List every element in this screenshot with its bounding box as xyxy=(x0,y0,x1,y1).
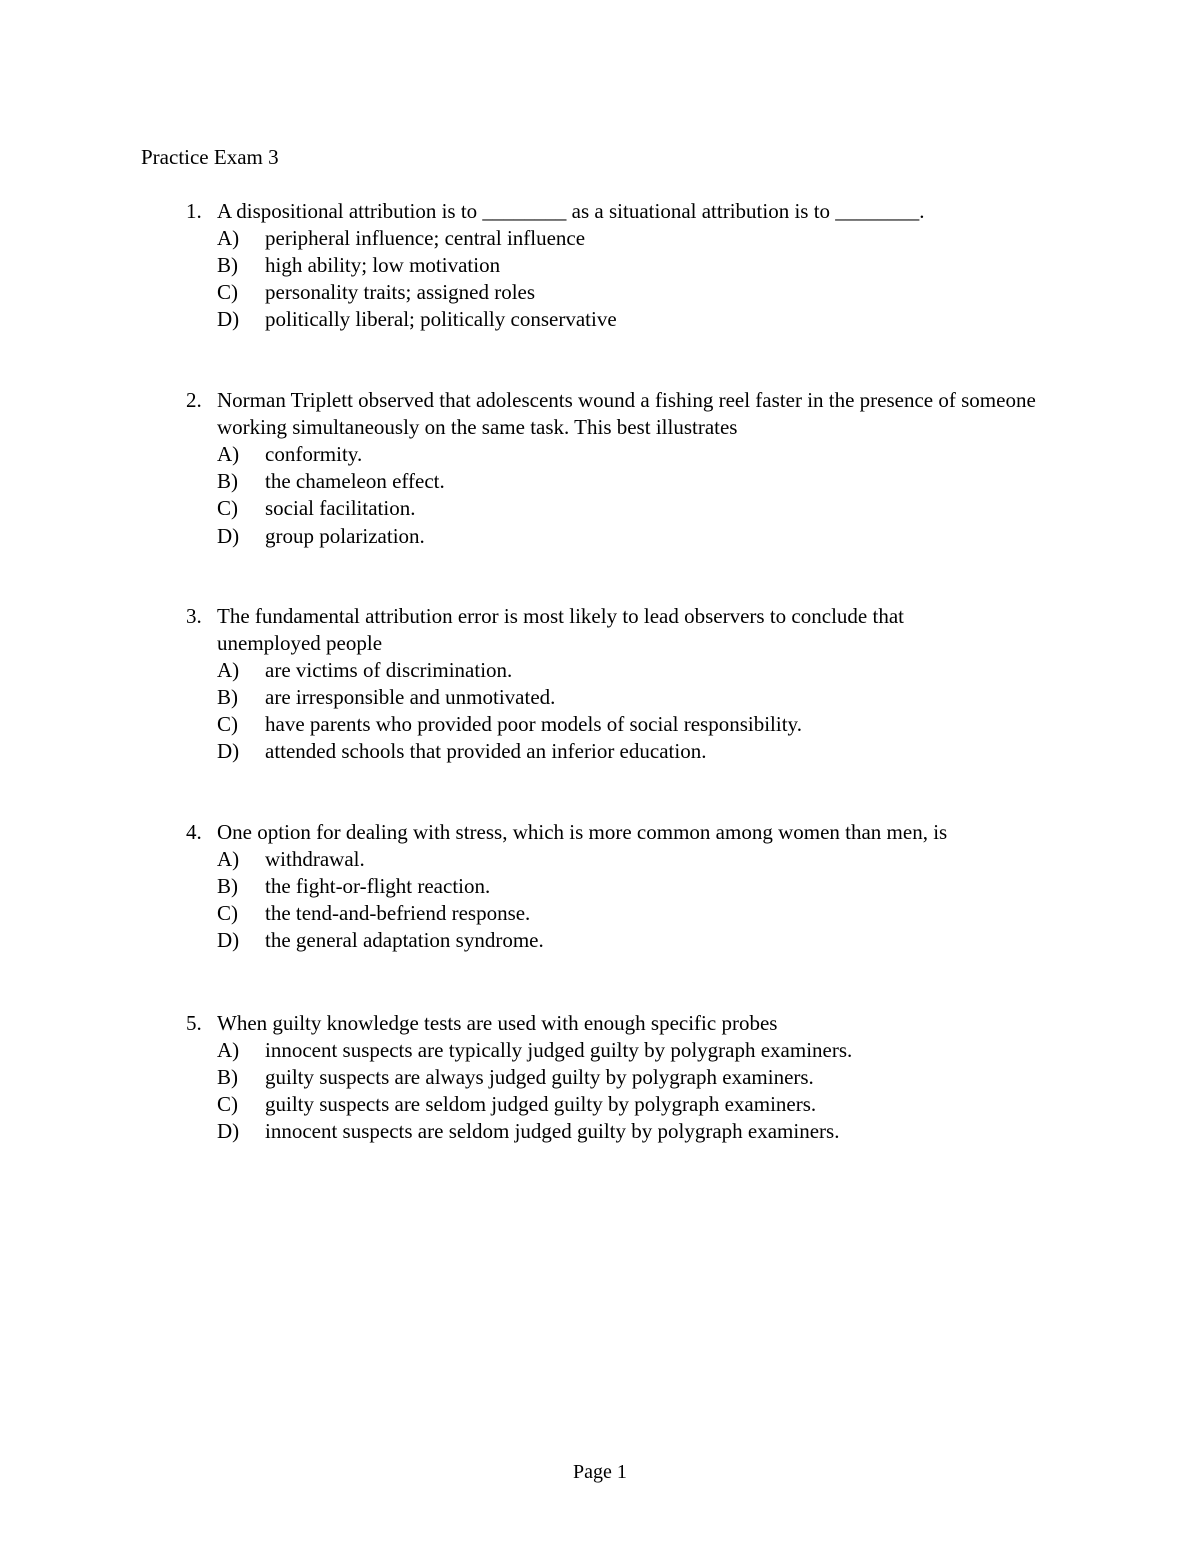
option-letter: D) xyxy=(217,928,240,952)
option-letter: B) xyxy=(217,469,238,493)
option-text: the tend-and-befriend response. xyxy=(265,901,531,925)
option-text: high ability; low motivation xyxy=(265,253,501,277)
answer-option-b xyxy=(0,684,1200,711)
option-text: peripheral influence; central influence xyxy=(265,226,586,250)
answer-option-d xyxy=(0,927,1200,954)
option-letter: A) xyxy=(217,226,240,250)
question-number: 2. xyxy=(186,388,202,412)
answer-option-d xyxy=(0,523,1200,550)
option-text: the fight-or-flight reaction. xyxy=(265,874,491,898)
answer-option-c xyxy=(0,900,1200,927)
question-number: 4. xyxy=(186,820,202,844)
option-letter: B) xyxy=(217,685,238,709)
option-letter: C) xyxy=(217,712,238,736)
question-text: When guilty knowledge tests are used with enough specific probes xyxy=(217,1011,778,1035)
option-text: guilty suspects are always judged guilty by polygraph examiners. xyxy=(265,1065,814,1089)
option-text: personality traits; assigned roles xyxy=(265,280,536,304)
option-letter: D) xyxy=(217,524,240,548)
option-text: are irresponsible and unmotivated. xyxy=(265,685,556,709)
option-text: innocent suspects are typically judged guilty by polygraph examiners. xyxy=(265,1038,853,1062)
option-text: attended schools that provided an inferior education. xyxy=(265,739,707,763)
option-text: group polarization. xyxy=(265,524,425,548)
option-letter: D) xyxy=(217,1119,240,1143)
answer-option-d xyxy=(0,306,1200,333)
answer-option-b xyxy=(0,468,1200,495)
page-footer: Page 1 xyxy=(573,1461,627,1483)
option-letter: A) xyxy=(217,847,240,871)
question-number: 5. xyxy=(186,1011,202,1035)
option-text: the chameleon effect. xyxy=(265,469,445,493)
option-letter: D) xyxy=(217,739,240,763)
option-text: innocent suspects are seldom judged guilty by polygraph examiners. xyxy=(265,1119,840,1143)
option-letter: A) xyxy=(217,442,240,466)
option-text: are victims of discrimination. xyxy=(265,658,513,682)
answer-option-a xyxy=(0,225,1200,252)
option-letter: B) xyxy=(217,874,238,898)
answer-option-b xyxy=(0,1064,1200,1091)
answer-option-a xyxy=(0,657,1200,684)
option-text: conformity. xyxy=(265,442,363,466)
answer-option-b xyxy=(0,873,1200,900)
answer-option-c xyxy=(0,495,1200,522)
option-letter: C) xyxy=(217,496,238,520)
answer-option-a xyxy=(0,441,1200,468)
option-text: the general adaptation syndrome. xyxy=(265,928,544,952)
option-letter: C) xyxy=(217,280,238,304)
answer-option-c xyxy=(0,1091,1200,1118)
option-text: social facilitation. xyxy=(265,496,416,520)
option-letter: B) xyxy=(217,1065,238,1089)
answer-option-c xyxy=(0,711,1200,738)
answer-option-a xyxy=(0,1037,1200,1064)
question-text: The fundamental attribution error is most likely to lead observers to conclude that unemployed people xyxy=(217,604,904,655)
option-letter: B) xyxy=(217,253,238,277)
option-text: have parents who provided poor models of social responsibility. xyxy=(265,712,802,736)
answer-option-a xyxy=(0,846,1200,873)
answer-option-d xyxy=(0,1118,1200,1145)
option-letter: A) xyxy=(217,658,240,682)
question-text: One option for dealing with stress, which is more common among women than men, is xyxy=(217,820,948,844)
answer-option-c xyxy=(0,279,1200,306)
question-text: A dispositional attribution is to ________ as a situational attribution is to ________. xyxy=(217,199,925,223)
question-number: 3. xyxy=(186,604,202,628)
option-text: politically liberal; politically conservative xyxy=(265,307,617,331)
answer-option-d xyxy=(0,738,1200,765)
option-text: withdrawal. xyxy=(265,847,365,871)
page-title: Practice Exam 3 xyxy=(141,145,279,169)
option-letter: C) xyxy=(217,901,238,925)
option-letter: D) xyxy=(217,307,240,331)
option-text: guilty suspects are seldom judged guilty by polygraph examiners. xyxy=(265,1092,817,1116)
question-number: 1. xyxy=(186,199,202,223)
answer-option-b xyxy=(0,252,1200,279)
option-letter: C) xyxy=(217,1092,238,1116)
question-text: Norman Triplett observed that adolescents wound a fishing reel faster in the presence of someone working simultaneously on the same task. This best illustrates xyxy=(217,388,1036,439)
option-letter: A) xyxy=(217,1038,240,1062)
